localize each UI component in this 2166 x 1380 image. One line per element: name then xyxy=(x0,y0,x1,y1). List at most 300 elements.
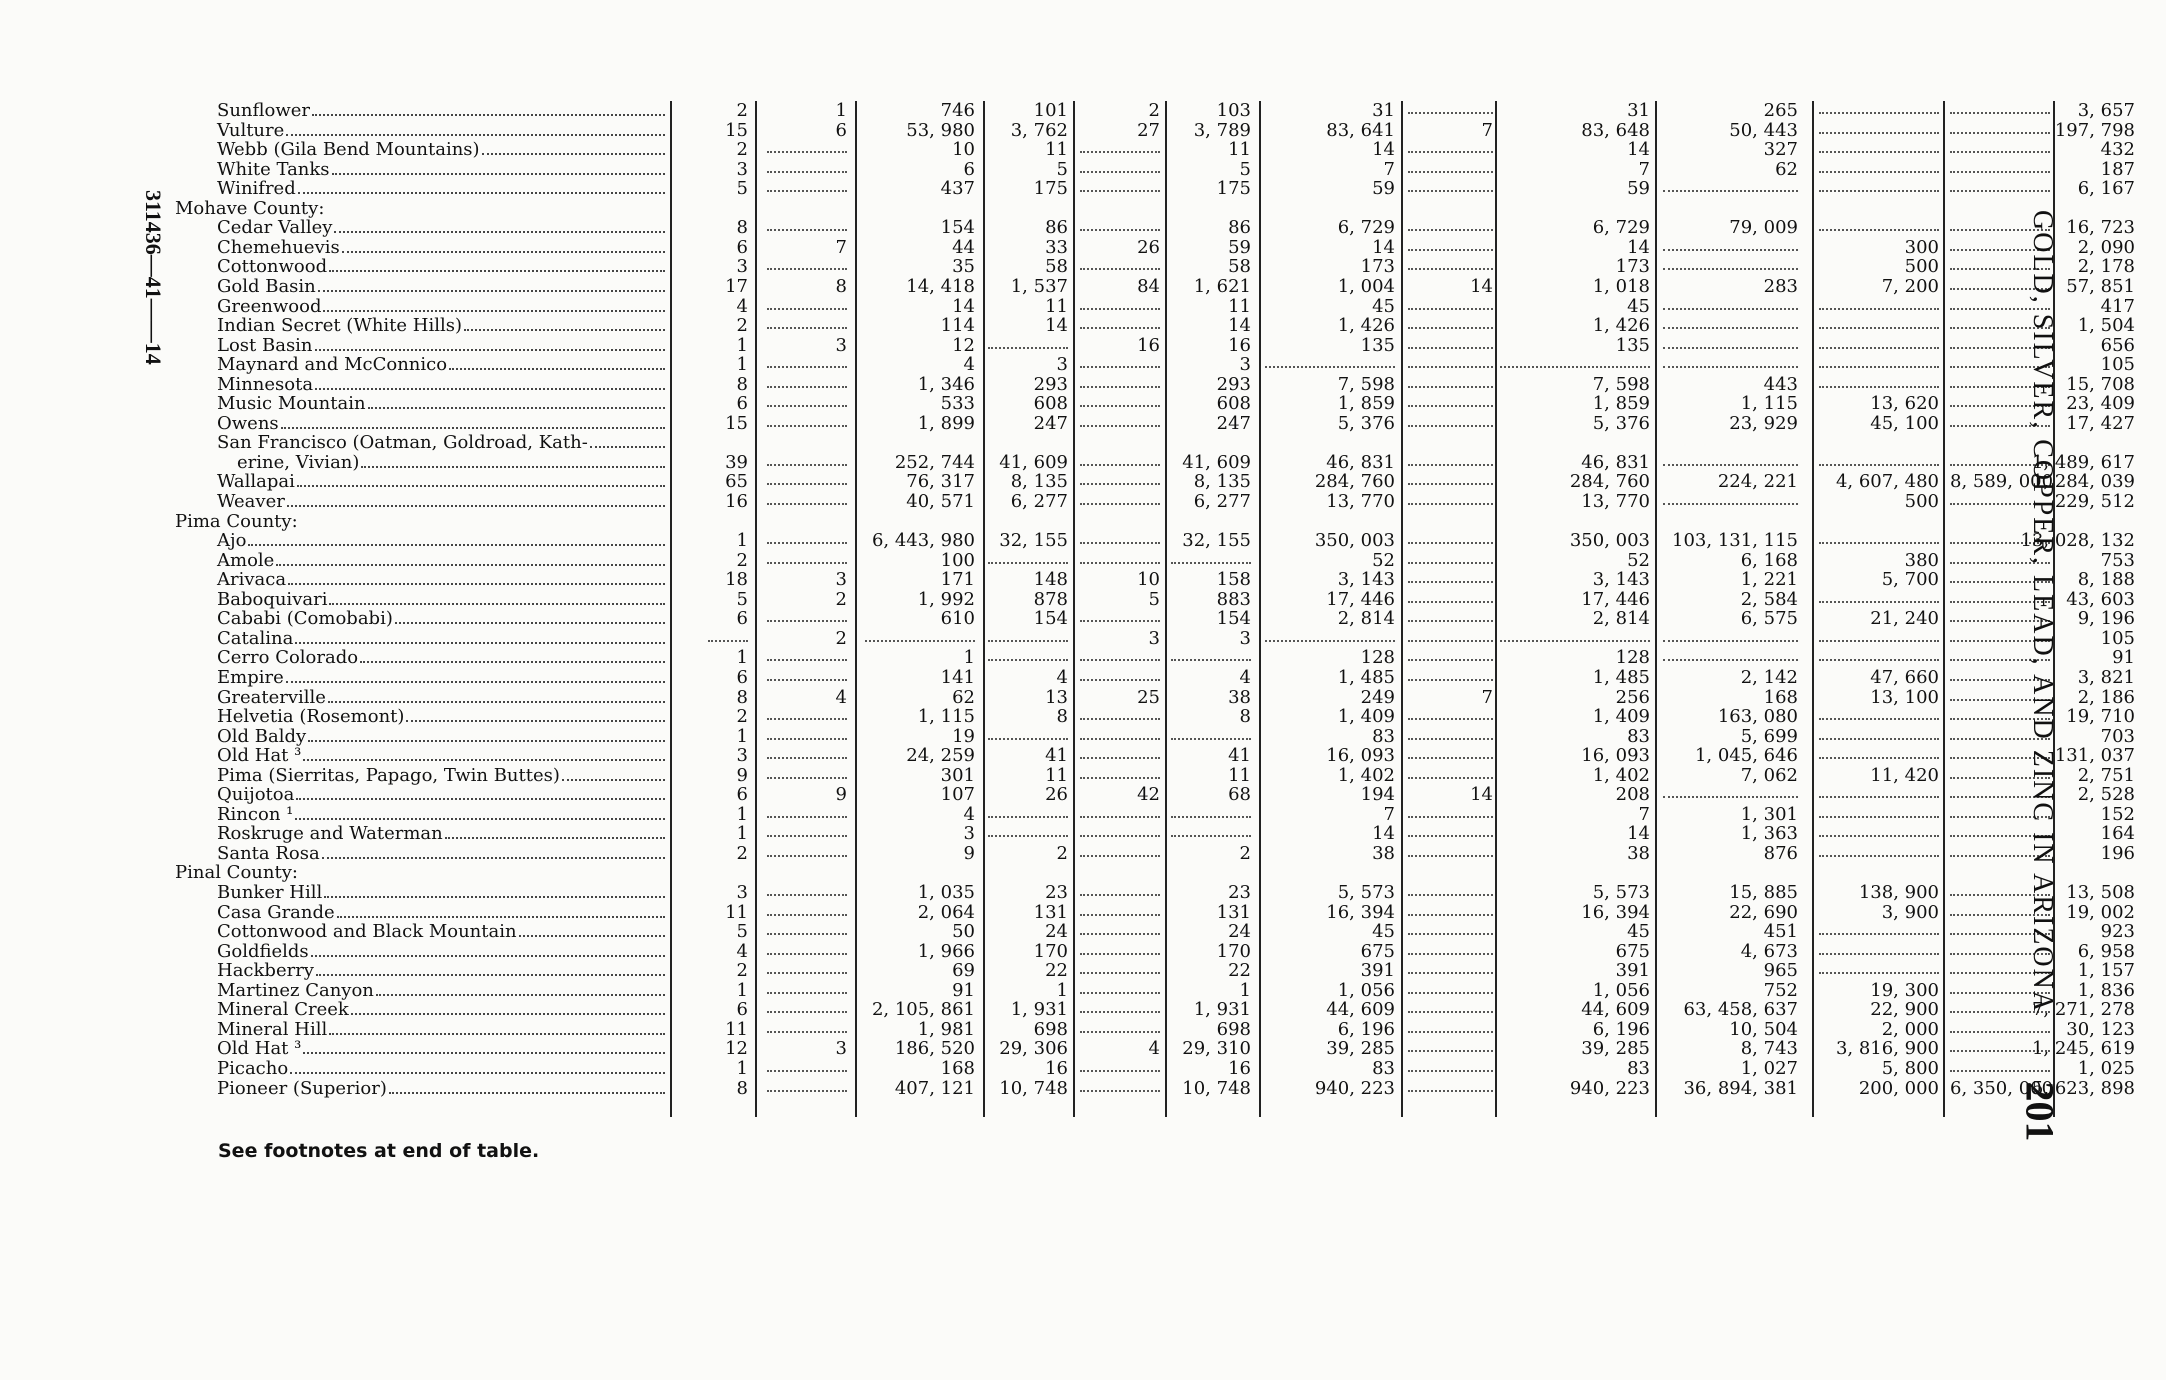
table-cell: 1, 621 xyxy=(1193,275,1251,297)
dash-leader xyxy=(1080,805,1160,818)
table-row xyxy=(175,354,2135,376)
table-cell: 128 xyxy=(1360,647,1395,669)
table-cell: 4 xyxy=(835,686,847,708)
table-cell: 1, 489, 617 xyxy=(2031,451,2135,473)
empty-cell-dash xyxy=(1408,707,1493,720)
dot-leader xyxy=(334,219,665,233)
row-name: Pima County: xyxy=(175,510,298,532)
table-cell: 7, 271, 278 xyxy=(2031,999,2135,1021)
empty-cell-dash xyxy=(988,648,1068,661)
table-row xyxy=(175,315,2135,337)
empty-cell-dash xyxy=(1080,1059,1160,1072)
row-label xyxy=(175,394,665,414)
dash-leader xyxy=(1819,140,1939,153)
empty-cell-dash xyxy=(1663,648,1798,661)
table-row xyxy=(175,373,2135,395)
empty-cell-dash xyxy=(1265,629,1395,642)
empty-cell-dash xyxy=(1080,297,1160,310)
table-cell: 200, 000 xyxy=(1858,1077,1939,1099)
table-cell: 114 xyxy=(940,315,975,337)
table-cell: 41 xyxy=(1045,745,1068,767)
empty-cell-dash xyxy=(1408,336,1493,349)
row-name: Indian Secret (White Hills) xyxy=(217,315,463,337)
table-row xyxy=(175,1018,2135,1040)
empty-cell-dash xyxy=(1408,316,1493,329)
row-name: Santa Rosa xyxy=(217,842,320,864)
empty-cell-dash xyxy=(1408,805,1493,818)
table-cell: 128 xyxy=(1615,647,1650,669)
table-cell: 7, 200 xyxy=(1881,275,1939,297)
empty-cell-dash xyxy=(1080,883,1160,896)
table-cell: 26 xyxy=(1045,784,1068,806)
dot-leader xyxy=(276,552,665,566)
table-cell: 17 xyxy=(725,275,748,297)
table-row xyxy=(175,100,2135,121)
table-cell: 41 xyxy=(1228,745,1251,767)
table-cell: 62 xyxy=(1775,158,1798,180)
row-name: San Francisco (Oatman, Goldroad, Kath- xyxy=(217,432,588,454)
table-row xyxy=(175,666,2135,688)
table-row xyxy=(175,921,2135,943)
table-cell: 14 xyxy=(1228,315,1251,337)
row-name: Arivaca xyxy=(217,569,287,591)
table-cell: 83 xyxy=(1627,725,1650,747)
table-cell: 17, 427 xyxy=(2066,412,2135,434)
dash-leader xyxy=(767,746,847,759)
table-cell: 107 xyxy=(940,784,975,806)
table-cell: 12 xyxy=(952,334,975,356)
dash-leader xyxy=(767,648,847,661)
dash-leader xyxy=(1408,805,1493,818)
empty-cell-dash xyxy=(1080,472,1160,485)
dash-leader xyxy=(1080,824,1160,837)
table-cell: 168 xyxy=(940,1057,975,1079)
dash-leader xyxy=(1080,922,1160,935)
empty-cell-dash xyxy=(1408,746,1493,759)
dash-leader xyxy=(767,844,847,857)
dash-leader xyxy=(1080,1020,1160,1033)
empty-cell-dash xyxy=(1080,609,1160,622)
empty-cell-dash xyxy=(1408,844,1493,857)
table-cell: 11 xyxy=(1045,295,1068,317)
dash-leader xyxy=(1819,531,1939,544)
row-label xyxy=(175,101,665,121)
empty-cell-dash xyxy=(1080,453,1160,466)
table-cell: 164 xyxy=(2100,823,2135,845)
empty-cell-dash xyxy=(1819,140,1939,153)
empty-cell-dash xyxy=(1663,785,1798,798)
table-cell: 1 xyxy=(1056,979,1068,1001)
table-row xyxy=(175,999,2135,1021)
empty-cell-dash xyxy=(1408,551,1493,564)
table-cell: 940, 223 xyxy=(1569,1077,1650,1099)
table-cell: 86 xyxy=(1228,217,1251,239)
table-cell: 4 xyxy=(736,940,748,962)
table-cell: 500 xyxy=(1904,256,1939,278)
row-label xyxy=(175,297,665,317)
table-cell: 52 xyxy=(1627,549,1650,571)
table-cell: 2 xyxy=(736,315,748,337)
table-cell: 103 xyxy=(1216,100,1251,121)
table-cell: 3 xyxy=(1239,627,1251,649)
table-section-header xyxy=(175,512,1985,532)
row-label xyxy=(175,1039,665,1059)
dash-leader xyxy=(1408,746,1493,759)
table-cell: 27 xyxy=(1137,119,1160,141)
table-cell: 6 xyxy=(736,393,748,415)
dot-leader xyxy=(329,258,665,272)
dash-leader xyxy=(767,160,847,173)
dash-leader xyxy=(1171,805,1251,818)
dash-leader xyxy=(767,316,847,329)
table-row xyxy=(175,295,2135,317)
row-label xyxy=(175,785,665,805)
empty-cell-dash xyxy=(1080,140,1160,153)
table-section-header xyxy=(175,199,1985,219)
table-cell: 6, 350, 000 xyxy=(1950,1077,2054,1099)
table-cell: 135 xyxy=(1360,334,1395,356)
empty-cell-dash xyxy=(1408,394,1493,407)
table-cell: 14 xyxy=(1372,823,1395,845)
table-cell: 68 xyxy=(1228,784,1251,806)
row-label xyxy=(175,160,665,180)
empty-cell-dash xyxy=(1080,375,1160,388)
table-cell: 135 xyxy=(1615,334,1650,356)
empty-cell-dash xyxy=(1663,316,1798,329)
table-cell: 4 xyxy=(1239,666,1251,688)
table-cell: 4, 673 xyxy=(1740,940,1798,962)
table-cell: 432 xyxy=(2100,139,2135,161)
empty-cell-dash xyxy=(1408,648,1493,661)
empty-cell-dash xyxy=(1080,1079,1160,1092)
table-row xyxy=(175,803,2135,825)
table-cell: 45 xyxy=(1372,921,1395,943)
table-cell: 3 xyxy=(835,334,847,356)
dash-leader xyxy=(1080,961,1160,974)
table-cell: 16 xyxy=(1137,334,1160,356)
signature-mark: 311436—41——14 xyxy=(141,190,166,365)
table-row xyxy=(175,217,2135,239)
row-name: Winifred xyxy=(217,178,296,200)
table-cell: 5 xyxy=(1239,158,1251,180)
table-cell: 1, 025 xyxy=(2077,1057,2135,1079)
table-row xyxy=(175,530,2135,552)
table-cell: 59 xyxy=(1627,178,1650,200)
table-cell: 13, 028, 132 xyxy=(2020,530,2135,552)
dash-leader xyxy=(1819,297,1939,310)
row-label xyxy=(175,1000,665,1020)
table-cell: 39 xyxy=(725,451,748,473)
dash-leader xyxy=(1408,629,1493,642)
table-cell: 26 xyxy=(1137,236,1160,258)
empty-cell-dash xyxy=(1819,316,1939,329)
row-label xyxy=(175,238,665,258)
table-cell: 293 xyxy=(1033,373,1068,395)
dash-leader xyxy=(1663,785,1798,798)
table-cell: 46, 831 xyxy=(1581,451,1650,473)
dash-leader xyxy=(1408,922,1493,935)
table-cell: 194 xyxy=(1360,784,1395,806)
table-cell: 5 xyxy=(736,178,748,200)
empty-cell-dash xyxy=(988,824,1068,837)
table-cell: 45 xyxy=(1627,921,1650,943)
table-cell: 6, 196 xyxy=(1337,1018,1395,1040)
empty-cell-dash xyxy=(1819,648,1939,661)
table-cell: 1, 899 xyxy=(917,412,975,434)
row-name: Amole xyxy=(217,549,275,571)
row-label xyxy=(175,648,665,668)
row-name: White Tanks xyxy=(217,158,330,180)
table-cell: 16 xyxy=(725,491,748,512)
table-cell: 6, 277 xyxy=(1193,491,1251,512)
row-label xyxy=(175,355,665,375)
empty-cell-dash xyxy=(1080,903,1160,916)
empty-cell-dash xyxy=(1819,297,1939,310)
dash-leader xyxy=(767,179,847,192)
table-cell: 350, 003 xyxy=(1569,530,1650,552)
dash-leader xyxy=(1819,746,1939,759)
dash-leader xyxy=(1080,179,1160,192)
empty-cell-dash xyxy=(1819,121,1939,134)
table-cell: 141 xyxy=(940,666,975,688)
table-cell: 79, 009 xyxy=(1729,217,1798,239)
table-cell: 247 xyxy=(1033,412,1068,434)
table-cell: 6, 196 xyxy=(1592,1018,1650,1040)
table-cell: 15, 708 xyxy=(2066,373,2135,395)
dash-leader xyxy=(1819,805,1939,818)
table-cell: 152 xyxy=(2100,803,2135,825)
table-cell: 4, 607, 480 xyxy=(1835,471,1939,493)
table-cell: 24, 259 xyxy=(906,745,975,767)
empty-cell-dash xyxy=(1819,961,1939,974)
dash-leader xyxy=(1819,453,1939,466)
table-cell: 1, 402 xyxy=(1337,764,1395,786)
row-name: Quijotoa xyxy=(217,784,295,806)
table-cell: 1 xyxy=(736,1057,748,1079)
table-cell: 6, 277 xyxy=(1010,491,1068,512)
table-cell: 175 xyxy=(1216,178,1251,200)
table-cell: 8, 135 xyxy=(1010,471,1068,493)
table-row xyxy=(175,334,2135,356)
dash-leader xyxy=(767,903,847,916)
table-cell: 283 xyxy=(1763,275,1798,297)
dash-leader xyxy=(1171,551,1251,564)
empty-cell-dash xyxy=(1500,355,1650,368)
table-cell: 3 xyxy=(835,1038,847,1060)
table-cell: 11, 420 xyxy=(1870,764,1939,786)
table-cell: 7 xyxy=(1638,158,1650,180)
dot-leader xyxy=(360,649,665,663)
table-cell: 10 xyxy=(952,139,975,161)
table-cell: 443 xyxy=(1763,373,1798,395)
table-cell: 4 xyxy=(963,803,975,825)
dash-leader xyxy=(1080,453,1160,466)
dash-leader xyxy=(1171,648,1251,661)
row-name: Martinez Canyon xyxy=(217,979,374,1001)
empty-cell-dash xyxy=(1663,492,1798,505)
dash-leader xyxy=(988,551,1068,564)
empty-cell-dash xyxy=(988,727,1068,740)
table-cell: 9 xyxy=(835,784,847,806)
table-cell: 11 xyxy=(1228,295,1251,317)
dash-leader xyxy=(1080,1000,1160,1013)
table-cell: 8 xyxy=(736,373,748,395)
table-cell: 16 xyxy=(1228,334,1251,356)
empty-cell-dash xyxy=(1080,551,1160,564)
dash-leader xyxy=(988,824,1068,837)
empty-cell-dash xyxy=(1819,336,1939,349)
empty-cell-dash xyxy=(1500,629,1650,642)
table-cell: 1, 027 xyxy=(1740,1057,1798,1079)
table-row xyxy=(175,158,2135,180)
table-row xyxy=(175,275,2135,297)
table-cell: 13, 100 xyxy=(1870,686,1939,708)
table-cell: 44, 609 xyxy=(1581,999,1650,1021)
table-cell: 2 xyxy=(736,960,748,982)
empty-cell-dash xyxy=(988,805,1068,818)
dash-leader xyxy=(1408,668,1493,681)
row-name: Goldfields xyxy=(217,940,309,962)
table-cell: 7, 062 xyxy=(1740,764,1798,786)
table-cell: 22, 690 xyxy=(1729,901,1798,923)
dot-leader xyxy=(376,982,665,996)
dot-leader xyxy=(562,767,665,781)
table-cell: 31 xyxy=(1627,100,1650,121)
table-cell: 252, 744 xyxy=(894,451,975,473)
table-cell: 1, 056 xyxy=(1337,979,1395,1001)
empty-cell-dash xyxy=(708,629,748,642)
row-name: Music Mountain xyxy=(217,393,366,415)
table-cell: 44, 609 xyxy=(1326,999,1395,1021)
dash-leader xyxy=(1819,727,1939,740)
table-cell: 5, 573 xyxy=(1337,882,1395,903)
empty-cell-dash xyxy=(1080,922,1160,935)
dash-leader xyxy=(1819,961,1939,974)
dash-leader xyxy=(767,961,847,974)
table-cell: 451 xyxy=(1763,921,1798,943)
dot-leader xyxy=(445,825,665,839)
empty-cell-dash xyxy=(767,668,847,681)
dash-leader xyxy=(1408,257,1493,270)
table-cell: 15, 885 xyxy=(1729,882,1798,903)
table-cell: 437 xyxy=(940,178,975,200)
dash-leader xyxy=(1408,218,1493,231)
table-cell: 608 xyxy=(1216,393,1251,415)
table-row xyxy=(175,901,2135,923)
dash-leader xyxy=(1408,297,1493,310)
dash-leader xyxy=(767,981,847,994)
table-cell: 10, 504 xyxy=(1729,1018,1798,1040)
table-cell: 31 xyxy=(1372,100,1395,121)
table-cell: 6 xyxy=(736,236,748,258)
empty-cell-dash xyxy=(767,883,847,896)
dash-leader xyxy=(767,551,847,564)
dash-leader xyxy=(1080,609,1160,622)
empty-cell-dash xyxy=(1819,218,1939,231)
table-cell: 45, 100 xyxy=(1870,412,1939,434)
row-label xyxy=(175,531,665,551)
row-label xyxy=(175,746,665,766)
table-cell: 131, 037 xyxy=(2054,745,2135,767)
table-cell: 1 xyxy=(736,823,748,845)
table-cell: 2 xyxy=(1239,842,1251,864)
row-name: Cottonwood and Black Mountain xyxy=(217,921,517,943)
table-cell: 265 xyxy=(1763,100,1798,121)
table-row xyxy=(175,178,2135,200)
dash-leader xyxy=(988,727,1068,740)
dash-leader xyxy=(1080,766,1160,779)
table-cell: 6 xyxy=(736,608,748,630)
table-cell: 91 xyxy=(952,979,975,1001)
empty-cell-dash xyxy=(1080,766,1160,779)
table-cell: 8, 589, 000 xyxy=(1950,471,2054,493)
table-cell: 50 xyxy=(952,921,975,943)
table-cell: 59 xyxy=(1372,178,1395,200)
dot-leader xyxy=(316,962,665,976)
row-label xyxy=(175,375,665,395)
empty-cell-dash xyxy=(1408,257,1493,270)
empty-cell-dash xyxy=(767,903,847,916)
empty-cell-dash xyxy=(767,707,847,720)
table-cell: 45 xyxy=(1627,295,1650,317)
dash-leader xyxy=(1080,218,1160,231)
empty-cell-dash xyxy=(1080,648,1160,661)
table-row xyxy=(175,433,1985,453)
table-cell: 2, 064 xyxy=(917,901,975,923)
empty-cell-dash xyxy=(767,766,847,779)
table-row xyxy=(175,1077,2135,1099)
table-cell: 7 xyxy=(1383,803,1395,825)
dot-leader xyxy=(464,317,665,331)
dash-leader xyxy=(1408,531,1493,544)
table-cell: 9 xyxy=(736,764,748,786)
dash-leader xyxy=(1408,414,1493,427)
dash-leader xyxy=(1080,903,1160,916)
empty-cell-dash xyxy=(1408,355,1493,368)
table-cell: 23 xyxy=(1228,882,1251,903)
table-cell: 10, 748 xyxy=(1182,1077,1251,1099)
empty-cell-dash xyxy=(1080,844,1160,857)
dash-leader xyxy=(767,375,847,388)
table-cell: 5 xyxy=(736,921,748,943)
table-cell: 13 xyxy=(1045,686,1068,708)
dot-leader xyxy=(406,708,665,722)
table-cell: 675 xyxy=(1360,940,1395,962)
empty-cell-dash xyxy=(1408,492,1493,505)
table-cell: 13, 508 xyxy=(2066,882,2135,903)
table-cell: 1, 045, 646 xyxy=(1694,745,1798,767)
table-cell: 2, 142 xyxy=(1740,666,1798,688)
table-cell: 39, 285 xyxy=(1326,1038,1395,1060)
table-cell: 38 xyxy=(1372,842,1395,864)
table-cell: 163, 080 xyxy=(1717,706,1798,728)
table-cell: 6 xyxy=(736,784,748,806)
table-cell: 33 xyxy=(1045,236,1068,258)
table-cell: 1 xyxy=(736,725,748,747)
table-cell: 14 xyxy=(1627,823,1650,845)
table-cell: 753 xyxy=(2100,549,2135,571)
dash-leader xyxy=(1080,844,1160,857)
table-row xyxy=(175,451,2135,473)
table-cell: 8 xyxy=(1056,706,1068,728)
empty-cell-dash xyxy=(767,257,847,270)
empty-cell-dash xyxy=(1408,375,1493,388)
empty-cell-dash xyxy=(1663,297,1798,310)
dot-leader xyxy=(361,454,665,468)
table-cell: 29, 310 xyxy=(1182,1038,1251,1060)
row-label xyxy=(175,805,665,825)
empty-cell-dash xyxy=(1663,629,1798,642)
